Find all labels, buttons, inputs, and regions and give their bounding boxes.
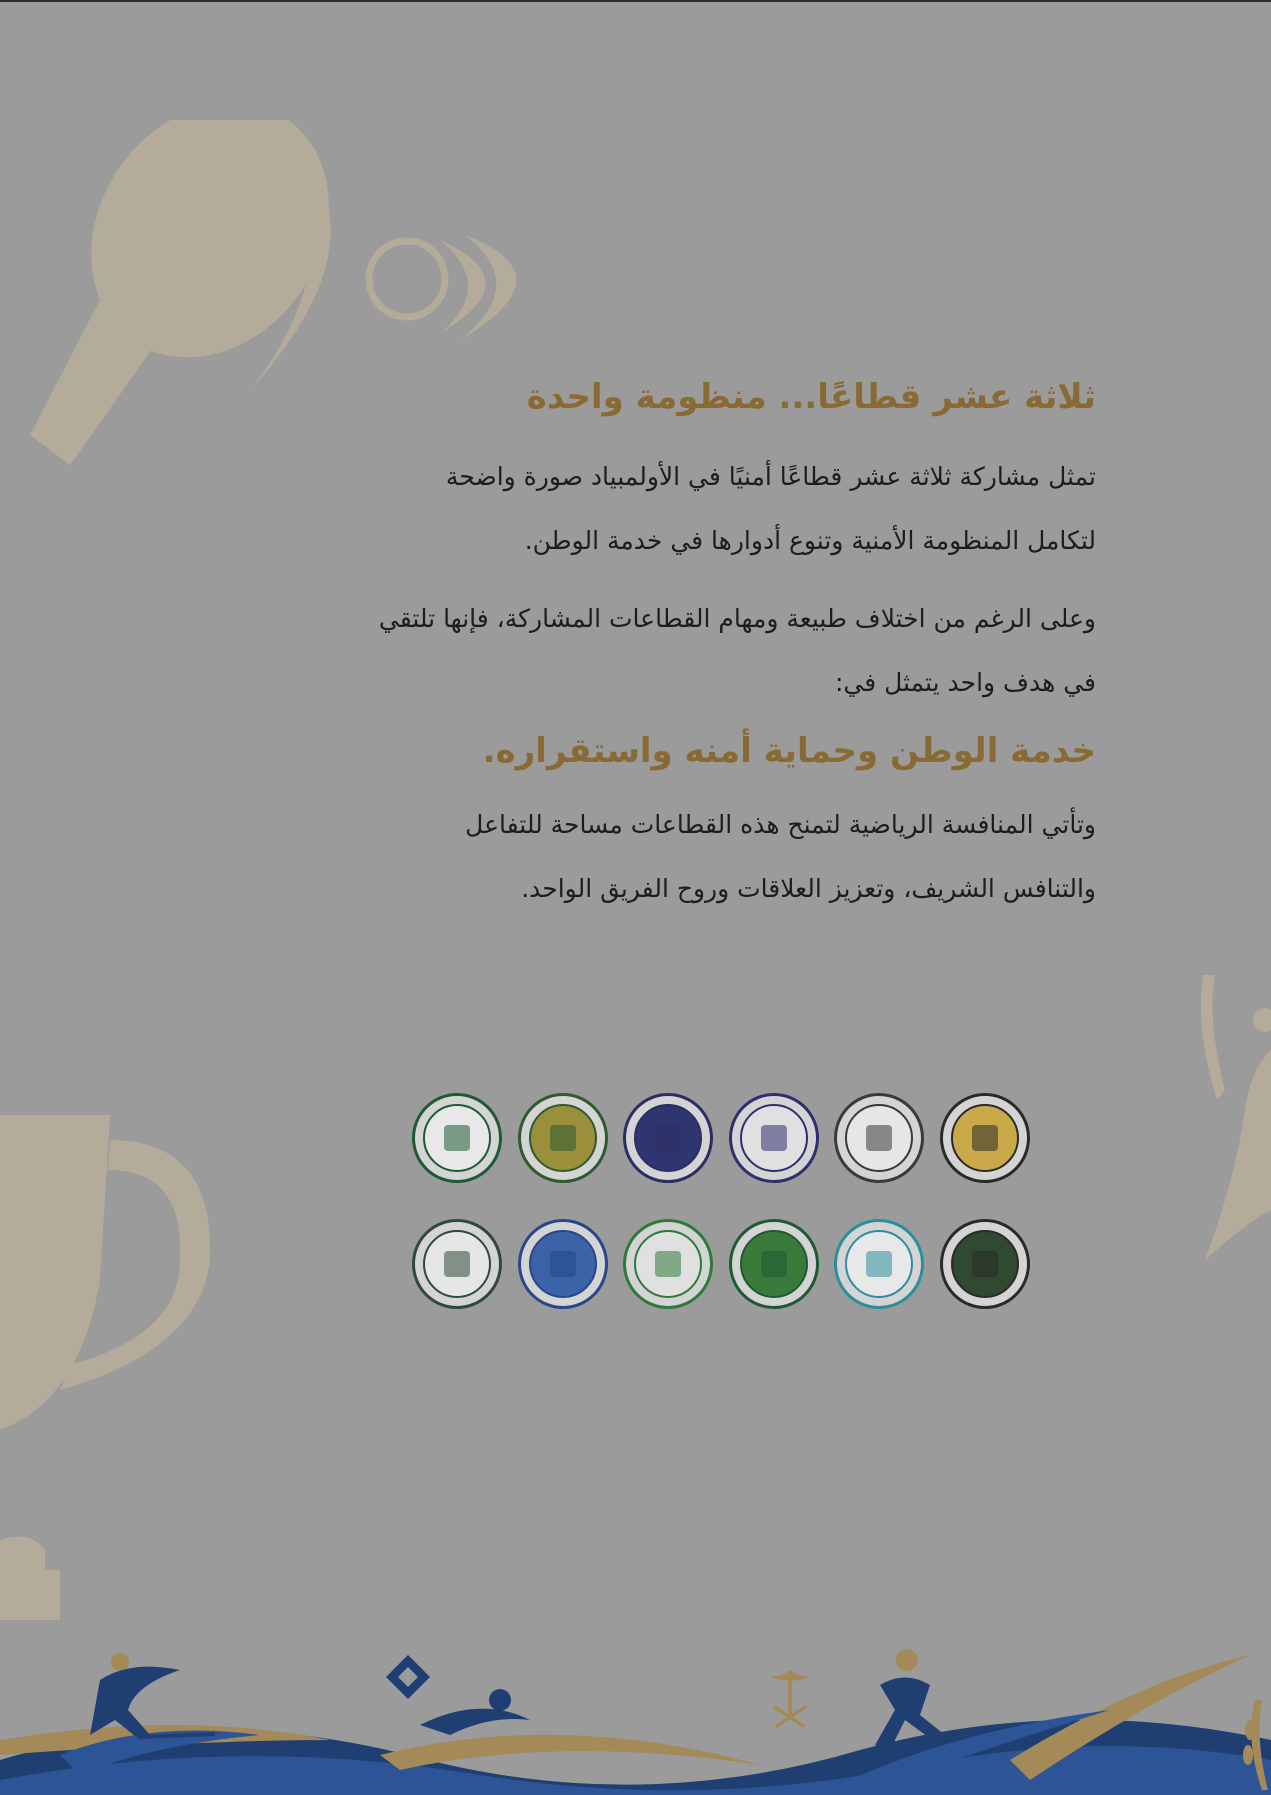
palm-swords-icon	[770, 1670, 810, 1728]
emblem-crest-icon	[866, 1251, 892, 1277]
emblem-center	[845, 1230, 913, 1298]
emblem-crest-icon	[761, 1125, 787, 1151]
emblem-crest-icon	[550, 1125, 576, 1151]
sports-wave-band	[0, 1640, 1271, 1795]
emblem-crest-icon	[444, 1251, 470, 1277]
logo-10-emblem	[623, 1219, 713, 1309]
emblem-crest-icon	[655, 1125, 681, 1151]
emblem-crest-icon	[655, 1251, 681, 1277]
logo-5-emblem	[518, 1093, 608, 1183]
goal-statement: خدمة الوطن وحماية أمنه واستقراره.	[482, 731, 1096, 772]
logo-8-emblem	[834, 1219, 924, 1309]
emblem-center	[634, 1104, 702, 1172]
trophy-icon	[0, 1100, 220, 1620]
logo-12-emblem	[412, 1219, 502, 1309]
top-border	[0, 0, 1271, 2]
emblem-center	[423, 1104, 491, 1172]
emblem-center	[845, 1104, 913, 1172]
logo-row	[412, 1093, 1030, 1185]
diamond-ornament-icon	[386, 1655, 430, 1699]
emblem-center	[634, 1230, 702, 1298]
logo-row	[412, 1219, 1030, 1311]
logo-4-emblem	[623, 1093, 713, 1183]
logo-6-emblem	[412, 1093, 502, 1183]
emblem-center	[951, 1230, 1019, 1298]
emblem-center	[740, 1230, 808, 1298]
sector-logos	[412, 1093, 1030, 1313]
logo-2-emblem	[834, 1093, 924, 1183]
intro-paragraph: تمثل مشاركة ثلاثة عشر قطاعًا أمنيًا في الأولمبياد صورة واضحة لتكامل المنظومة الأمنية وتنوع أدوارها في خدمة الوطن.	[445, 462, 1096, 556]
emblem-center	[423, 1230, 491, 1298]
emblem-crest-icon	[550, 1251, 576, 1277]
emblem-center	[529, 1230, 597, 1298]
emblem-crest-icon	[866, 1125, 892, 1151]
emblem-center	[529, 1104, 597, 1172]
emblem-crest-icon	[444, 1125, 470, 1151]
emblem-center	[951, 1104, 1019, 1172]
intro-text-block	[376, 360, 1096, 935]
logo-11-emblem	[518, 1219, 608, 1309]
swimmer-icon	[420, 1689, 530, 1735]
emblem-crest-icon	[972, 1125, 998, 1151]
competition-paragraph: وتأتي المنافسة الرياضية لتمنح هذه القطاعات مساحة للتفاعل والتنافس الشريف، وتعزيز العلاقات وروح الفريق الواحد.	[465, 810, 1096, 904]
section-heading: ثلاثة عشر قطاعًا... منظومة واحدة	[526, 377, 1096, 417]
victory-figure-icon	[1195, 960, 1271, 1340]
logo-9-emblem	[729, 1219, 819, 1309]
emblem-center	[740, 1104, 808, 1172]
emblem-crest-icon	[972, 1251, 998, 1277]
logo-3-emblem	[729, 1093, 819, 1183]
emblem-crest-icon	[761, 1251, 787, 1277]
runner-icon	[875, 1649, 945, 1750]
logo-7-emblem	[940, 1219, 1030, 1309]
logo-1-emblem	[940, 1093, 1030, 1183]
goal-paragraph: وعلى الرغم من اختلاف طبيعة ومهام القطاعات المشاركة، فإنها تلتقي في هدف واحد يتمثل في:	[378, 604, 1096, 698]
